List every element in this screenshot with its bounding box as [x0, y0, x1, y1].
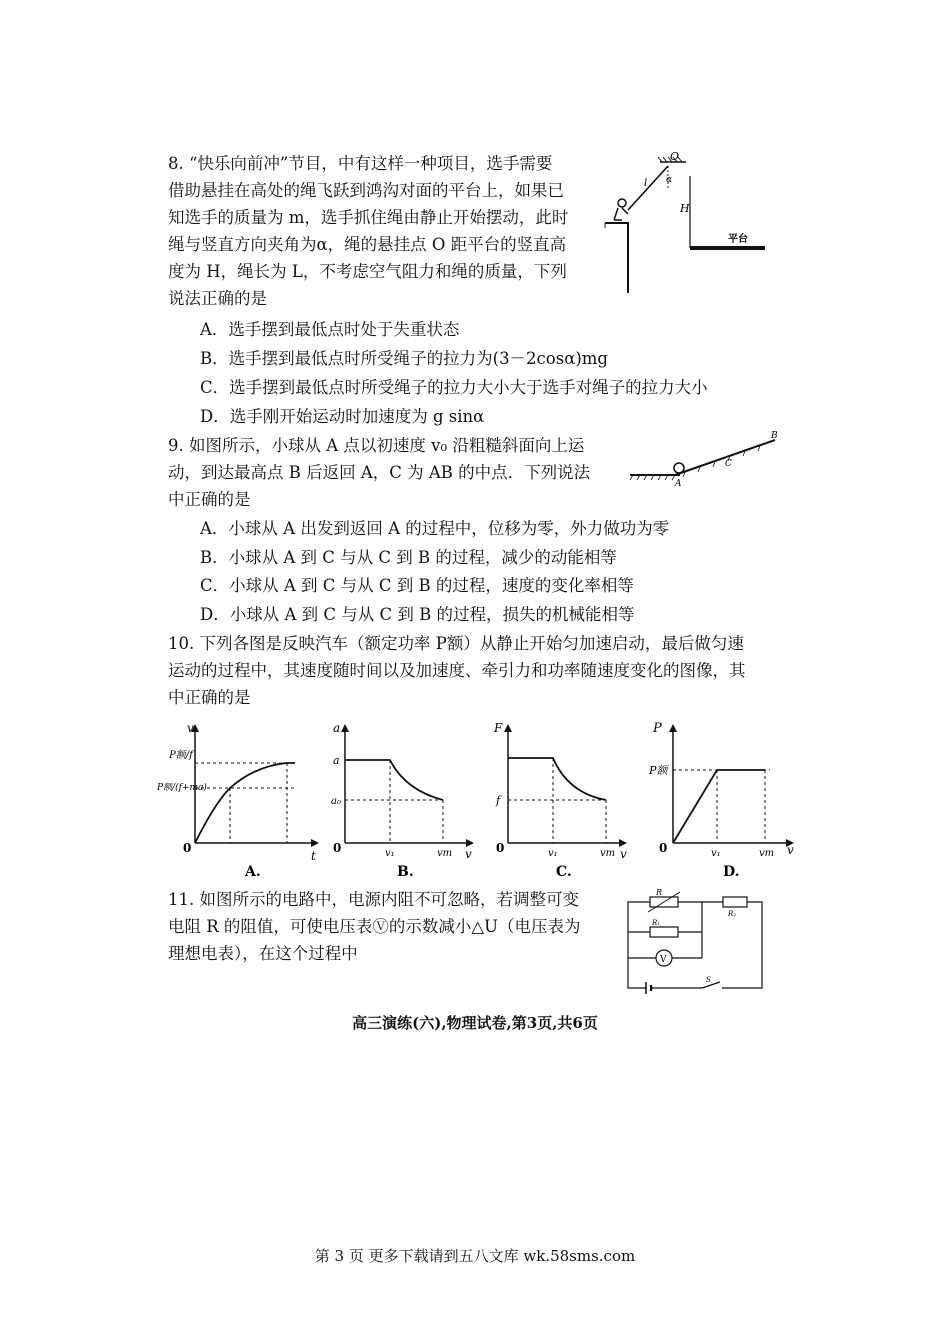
graph-c-yaxis: F [494, 721, 503, 735]
label-v: V [660, 955, 667, 965]
graph-a-origin: 0 [183, 841, 192, 855]
graph-c-label-bottom: f [496, 794, 501, 807]
graph-a-caption: A. [245, 864, 261, 880]
graph-b-label-bottom: a₀ [331, 796, 341, 807]
graph-c-origin: 0 [496, 841, 505, 855]
graph-b-curve [345, 760, 443, 800]
graph-b-xaxis: v [465, 847, 472, 861]
label-b: B [771, 431, 778, 441]
q8-option-c: C．选手摆到最低点时所受绳子的拉力大小大于选手对绳子的拉力大小 [200, 378, 708, 397]
graph-a-label-top: P额/f [169, 750, 193, 761]
incline-figure [625, 430, 785, 490]
q9-line-1: 9. 如图所示，小球从 A 点以初速度 v₀ 沿粗糙斜面向上运 [168, 436, 585, 455]
label-s: S [706, 976, 711, 984]
q9-option-a: A．小球从 A 出发到返回 A 的过程中，位移为零，外力做功为零 [200, 519, 670, 538]
graph-c-curve [508, 758, 606, 800]
swing-rope-figure [600, 148, 770, 293]
ball [674, 463, 684, 473]
graph-c-caption: C. [556, 864, 572, 880]
q8-option-d: D．选手刚开始运动时加速度为 g sinα [200, 407, 485, 426]
graph-d-origin: 0 [659, 841, 668, 855]
graph-b [325, 718, 485, 883]
label-r: R [656, 888, 663, 897]
q8-line-1: 8. “快乐向前冲”节目，中有这样一种项目，选手需要 [168, 154, 553, 173]
q8-line-4: 绳与竖直方向夹角为α，绳的悬挂点 O 距平台的竖直高 [168, 235, 567, 254]
q8-line-2: 借助悬挂在高处的绳飞跃到鸿沟对面的平台上，如果已 [168, 181, 564, 200]
label-platform: 平台 [728, 234, 748, 245]
q10-line-1: 10. 下列各图是反映汽车（额定功率 P额）从静止开始匀加速启动，最后做匀速 [168, 634, 744, 653]
graph-a-label-bottom: P额/(f+ma) [157, 783, 207, 793]
q9-line-2: 动，到达最高点 B 后返回 A，C 为 AB 的中点．下列说法 [168, 463, 591, 482]
graph-c-x2: vm [600, 848, 616, 859]
q8-line-3: 知选手的质量为 m，选手抓住绳由静止开始摆动，此时 [168, 208, 569, 227]
q10-line-2: 运动的过程中，其速度随时间以及加速度、牵引力和功率随速度变化的图像，其 [168, 661, 746, 680]
graph-b-label-top: a [333, 754, 340, 767]
resistor-r2 [723, 897, 747, 907]
q10-line-3: 中正确的是 [168, 688, 251, 707]
q9-option-c: C．小球从 A 到 C 与从 C 到 B 的过程，速度的变化率相等 [200, 576, 634, 595]
label-o: O [670, 150, 680, 163]
label-l: l [644, 178, 648, 189]
graph-d-caption: D. [723, 864, 740, 880]
q8-option-a: A．选手摆到最低点时处于失重状态 [200, 320, 460, 339]
label-c: C [725, 459, 732, 469]
q9-option-b: B．小球从 A 到 C 与从 C 到 B 的过程，减少的动能相等 [200, 548, 617, 567]
graph-c [488, 718, 638, 883]
page-footer: 高三演练(六),物理试卷,第3页,共6页 [352, 1014, 598, 1032]
circuit-loop [628, 902, 762, 988]
label-a: A [675, 479, 682, 489]
q8-option-b: B．选手摆到最低点时所受绳子的拉力为(3－2cosα)mg [200, 349, 608, 368]
q11-line-1: 11. 如图所示的电路中，电源内阻不可忽略，若调整可变 [168, 890, 579, 909]
graph-d-x1: v₁ [711, 848, 721, 859]
label-h: H [680, 202, 690, 215]
label-alpha: α [666, 175, 673, 185]
graph-d-curve [673, 770, 765, 843]
q11-line-3: 理想电表），在这个过程中 [168, 944, 358, 963]
graph-d-yaxis: P [653, 721, 662, 736]
graph-a [155, 718, 325, 883]
download-note: 第 3 页 更多下载请到五八文库 wk.58sms.com [314, 1247, 636, 1265]
q9-option-d: D．小球从 A 到 C 与从 C 到 B 的过程，损失的机械能相等 [200, 605, 635, 624]
graph-d-xaxis: v [787, 843, 794, 857]
q8-line-5: 度为 H，绳长为 L，不考虑空气阻力和绳的质量，下列 [168, 262, 567, 281]
graph-d-label-top: P额 [649, 764, 668, 777]
graph-d [645, 718, 805, 883]
graph-b-yaxis: a [333, 721, 341, 735]
player-figure [618, 199, 626, 207]
graph-a-yaxis: v [187, 721, 194, 735]
rope-line [628, 166, 668, 210]
graph-b-x2: vm [437, 848, 453, 859]
graph-d-x2: vm [759, 848, 775, 859]
graph-a-curve [195, 763, 295, 843]
graph-b-caption: B. [397, 864, 414, 880]
q8-line-6: 说法正确的是 [168, 289, 267, 308]
left-cliff [605, 223, 628, 293]
resistor-r1 [650, 927, 678, 937]
graph-b-origin: 0 [333, 841, 342, 855]
graph-c-xaxis: v [620, 847, 627, 861]
circuit-figure [620, 886, 770, 998]
label-r1: R₁ [652, 919, 661, 927]
graph-a-xaxis: t [311, 849, 316, 863]
incline-line [675, 440, 775, 475]
q11-line-2: 电阻 R 的阻值，可使电压表Ⓥ的示数减小△U（电压表为 [168, 917, 581, 936]
graph-c-x1: v₁ [548, 848, 558, 859]
graph-b-x1: v₁ [385, 848, 395, 859]
label-r2: R₂ [728, 910, 737, 918]
q9-line-3: 中正确的是 [168, 490, 251, 509]
